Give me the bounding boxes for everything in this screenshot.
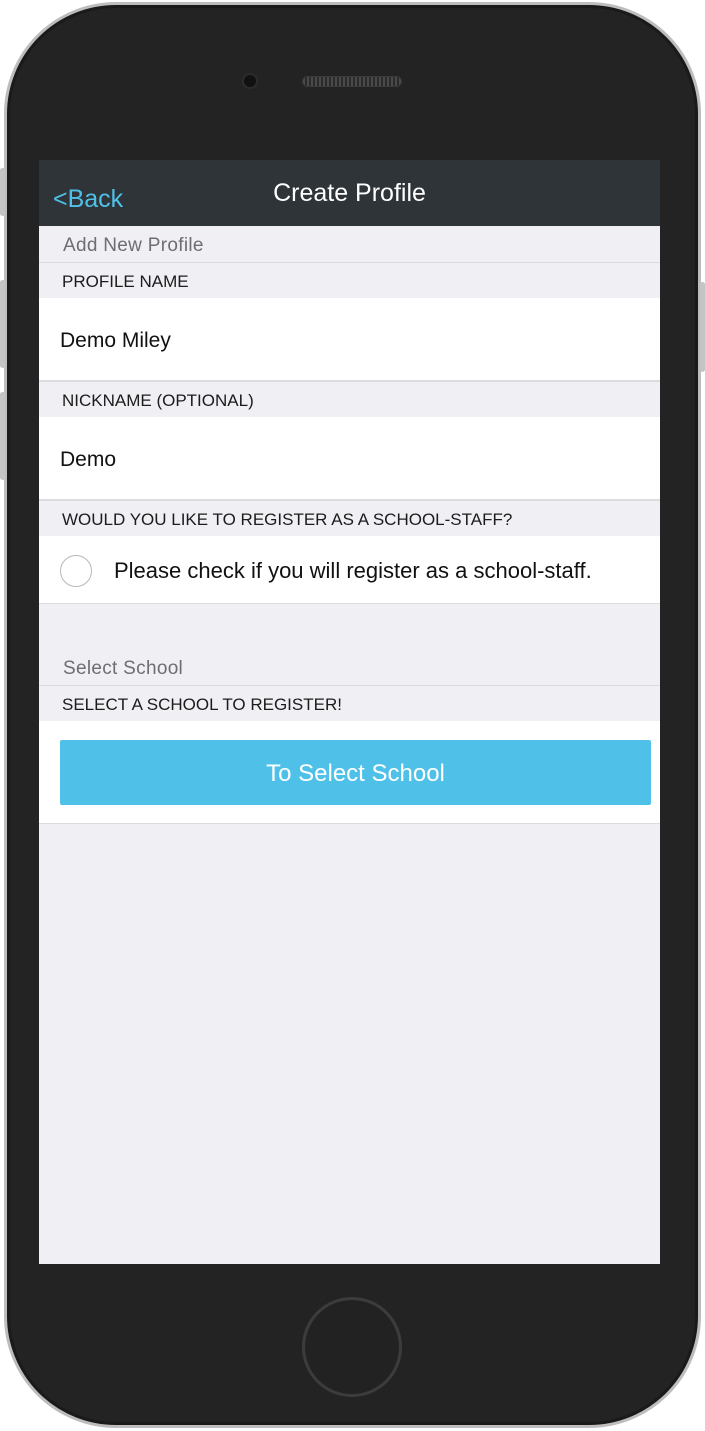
nickname-value[interactable]: Demo xyxy=(60,448,117,471)
volume-up-button xyxy=(0,280,5,368)
profile-name-field[interactable] xyxy=(39,298,660,381)
select-school-label: SELECT A SCHOOL TO REGISTER! xyxy=(62,695,342,714)
school-staff-label: WOULD YOU LIKE TO REGISTER AS A SCHOOL-STAFF? xyxy=(62,510,513,529)
earpiece-speaker xyxy=(302,76,402,87)
nickname-header xyxy=(39,381,660,417)
nickname-label: NICKNAME (OPTIONAL) xyxy=(62,391,254,410)
navigation-bar xyxy=(39,160,660,226)
power-button xyxy=(700,282,705,372)
back-button[interactable]: <Back xyxy=(53,185,124,213)
school-staff-header xyxy=(39,500,660,536)
mute-switch xyxy=(0,168,5,216)
section-title-add-profile: Add New Profile xyxy=(63,235,204,256)
select-school-header xyxy=(39,685,660,721)
app-screen xyxy=(39,160,660,1264)
section-title-select-school: Select School xyxy=(63,658,184,679)
nickname-field[interactable] xyxy=(39,417,660,500)
profile-name-header xyxy=(39,262,660,298)
page-title: Create Profile xyxy=(273,179,426,207)
profile-name-value[interactable]: Demo Miley xyxy=(60,329,171,352)
to-select-school-button[interactable]: To Select School xyxy=(60,740,651,805)
profile-name-label: PROFILE NAME xyxy=(62,272,189,291)
school-staff-checkbox-label[interactable]: Please check if you will register as a school-staff. xyxy=(114,558,592,583)
school-staff-checkbox[interactable] xyxy=(60,555,92,587)
front-camera xyxy=(244,75,256,87)
volume-down-button xyxy=(0,392,5,480)
home-button[interactable] xyxy=(302,1297,402,1397)
select-school-row xyxy=(39,721,660,824)
school-staff-row[interactable] xyxy=(39,536,660,604)
